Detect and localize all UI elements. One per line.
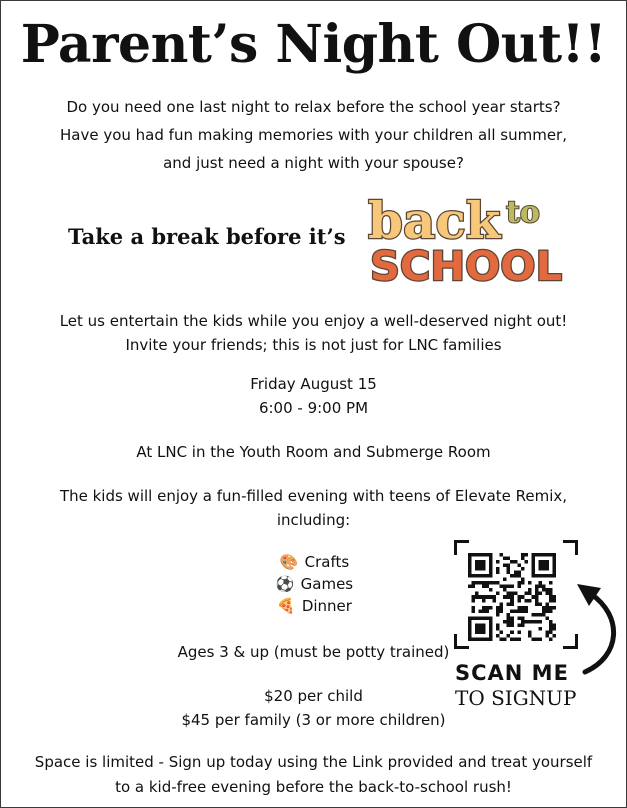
closing-line: Space is limited - Sign up today using the Link provided and treat yourself <box>34 753 593 771</box>
closing-paragraph <box>0 750 627 800</box>
activity-label: Dinner <box>301 597 352 615</box>
back-to-school-logo <box>366 188 566 286</box>
activities-intro-line: The kids will enjoy a fun-filled evening with teens of Elevate Remix, <box>59 487 568 505</box>
entertain-line: Let us entertain the kids while you enjoy a well-deserved night out! <box>59 312 568 330</box>
price-per-child: $20 per child <box>264 687 363 705</box>
price-per-family: $45 per family (3 or more children) <box>181 711 446 729</box>
event-location: At LNC in the Youth Room and Submerge Room <box>136 443 491 461</box>
qr-code[interactable] <box>450 537 580 653</box>
intro-line: Have you had fun making memories with your children all summer, <box>60 126 567 144</box>
intro-line: and just need a night with your spouse? <box>163 154 464 172</box>
logo-to-text: to <box>506 195 540 230</box>
qr-corner <box>454 540 469 555</box>
to-signup-label: TO SIGNUP <box>455 686 577 710</box>
intro-paragraph <box>0 93 627 177</box>
age-requirement: Ages 3 & up (must be potty trained) <box>177 643 450 661</box>
activity-label: Games <box>300 575 354 593</box>
entertain-line: Invite your friends; this is not just for LNC families <box>125 336 502 354</box>
take-break-heading: Take a break before it’s <box>68 224 346 249</box>
intro-line: Do you need one last night to relax before the school year starts? <box>66 98 561 116</box>
scan-me-label: SCAN ME <box>455 661 569 685</box>
activities-intro-line: including: <box>276 511 351 529</box>
entertain-paragraph <box>0 309 627 357</box>
soccer-ball-icon: ⚽ <box>275 575 295 593</box>
logo-back-text: back <box>368 191 501 250</box>
flyer-title: Parent’s Night Out!! <box>20 14 607 75</box>
pizza-icon: 🍕 <box>276 597 296 615</box>
curved-arrow-icon <box>563 576 623 686</box>
activity-label: Crafts <box>304 553 350 571</box>
activities-intro <box>0 484 627 532</box>
palette-icon: 🎨 <box>279 553 299 571</box>
qr-corner <box>563 540 578 555</box>
closing-line: to a kid-free evening before the back-to-school rush! <box>115 778 512 796</box>
event-datetime <box>0 372 627 420</box>
qr-code-image <box>468 553 556 641</box>
logo-school-text: SCHOOL <box>370 244 562 286</box>
event-date: Friday August 15 <box>250 375 377 393</box>
qr-corner <box>454 634 469 649</box>
event-time: 6:00 - 9:00 PM <box>258 399 369 417</box>
